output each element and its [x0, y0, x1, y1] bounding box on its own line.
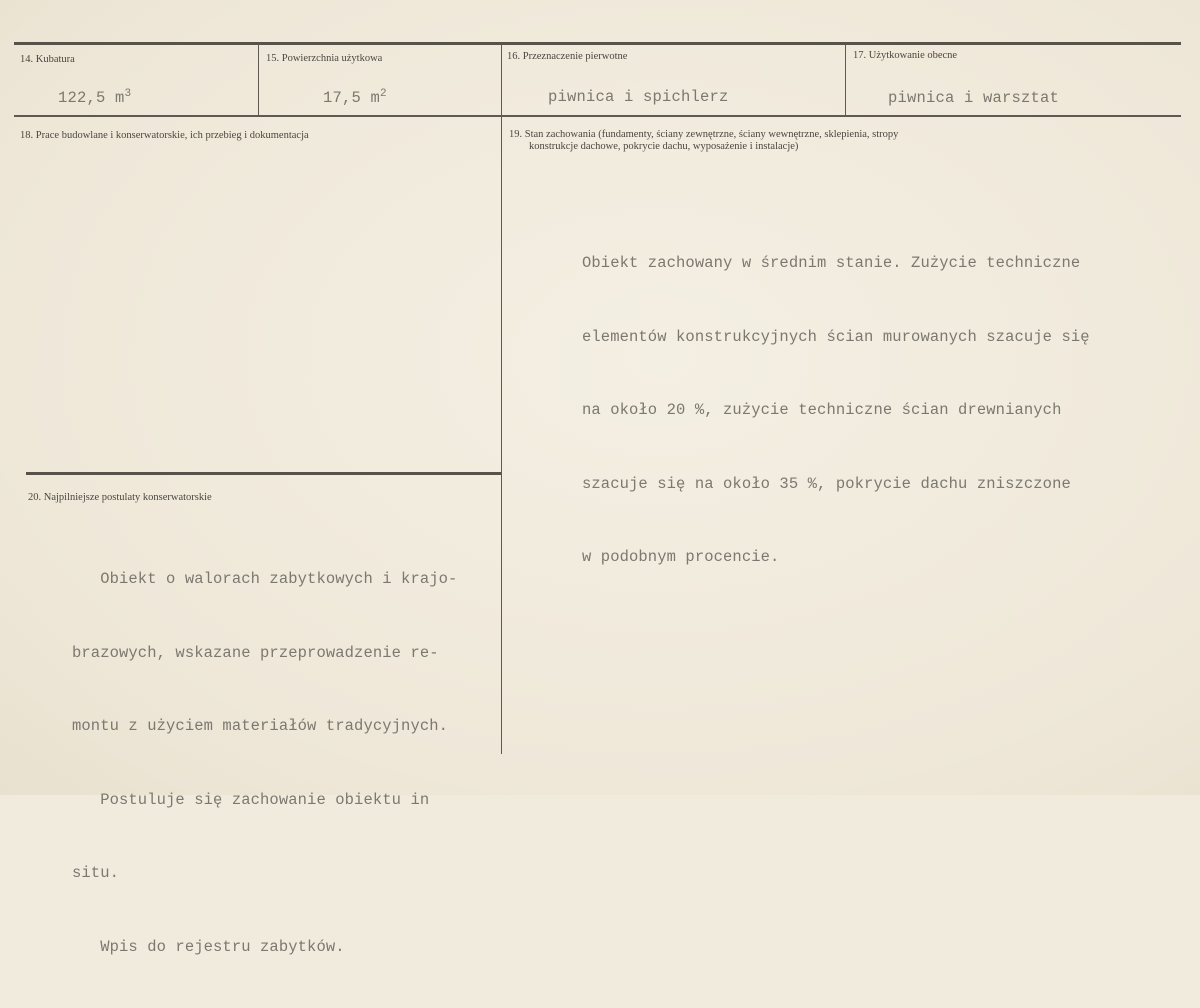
text-line: montu z użyciem materiałów tradycyjnych. — [72, 717, 449, 735]
field-16-label: 16. Przeznaczenie pierwotne — [507, 51, 628, 62]
field-19-label-continued: konstrukcje dachowe, pokrycie dachu, wyposażenie i instalacje) — [529, 141, 799, 152]
col-divider-3 — [845, 44, 846, 115]
unit-exponent: 2 — [380, 88, 387, 100]
top-rule — [14, 42, 1181, 45]
field-15-value: 17,5 $m^2$ — [323, 88, 387, 108]
col-divider-1 — [258, 44, 259, 115]
field-14-label: 14. Kubatura — [20, 54, 75, 65]
field-17-label: 17. Użytkowanie obecne — [853, 50, 958, 61]
text-line: na około 20 %, zużycie techniczne ścian drewnianych — [582, 401, 1062, 419]
text-line: Obiekt o walorach zabytkowych i krajo- — [72, 570, 458, 588]
text-line: Wpis do rejestru zabytków. — [72, 937, 345, 956]
field-18-label: 18. Prace budowlane i konserwatorskie, ich przebieg i dokumentacja — [20, 130, 309, 141]
field-17-value: piwnica i warsztat — [888, 89, 1060, 107]
field-19-text — [582, 202, 1090, 619]
field-20-label: 20. Najpilniejsze postulaty konserwatorskie — [28, 492, 212, 503]
text-line: Obiekt zachowany w średnim stanie. Zużycie techniczne — [582, 254, 1081, 272]
col-divider-2 — [501, 44, 502, 754]
text-line: situ. — [72, 864, 120, 882]
field-19-label: 19. Stan zachowania (fundamenty, ściany zewnętrzne, ściany wewnętrzne, sklepienia, stropy — [509, 129, 899, 140]
section-20-rule — [26, 472, 502, 475]
text-line: brazowych, wskazane przeprowadzenie re- — [72, 643, 439, 662]
text-line: elementów konstrukcyjnych ścian murowanych szacuje się — [582, 327, 1090, 346]
row-divider-1 — [14, 115, 1181, 117]
field-16-value: piwnica i spichlerz — [548, 88, 729, 106]
text-line: w podobnym procencie. — [582, 548, 780, 566]
field-15-label: 15. Powierzchnia użytkowa — [266, 53, 383, 64]
field-14-value: 122,5 $m^3$ — [58, 88, 132, 108]
text-line: Postuluje się zachowanie obiektu in — [72, 790, 430, 809]
field-20-text — [72, 518, 457, 1008]
text-line: szacuje się na około 35 %, pokrycie dachu zniszczone — [582, 474, 1071, 493]
unit-exponent: 3 — [124, 88, 132, 100]
